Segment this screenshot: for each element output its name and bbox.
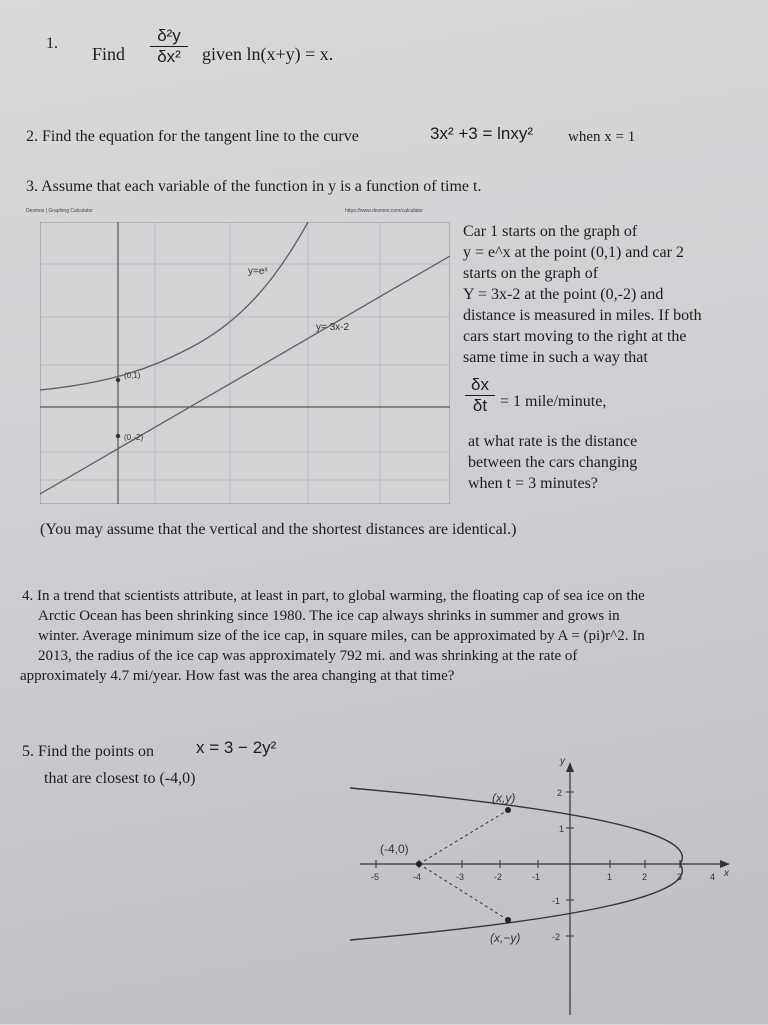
desmos-graph-svg xyxy=(40,222,450,504)
q5-x-tick-label: -5 xyxy=(371,872,380,882)
q4-line: winter. Average minimum size of the ice cap, in square miles, can be approximated by A = (pi)r^2. In xyxy=(38,628,645,644)
q5-x-tick-label: -4 xyxy=(413,872,422,882)
q3-car-line: distance is measured in miles. If both xyxy=(463,307,702,324)
graph-header-left: Desmos | Graphing Calculator xyxy=(26,208,93,214)
q5-axis-x-label: x xyxy=(724,868,729,879)
q5-lower-dot xyxy=(505,917,511,923)
q1-frac-bottom: δx² xyxy=(157,47,181,66)
q5-text: 5. Find the points on xyxy=(22,743,155,760)
q5-ref-dot xyxy=(416,861,422,867)
q3-car-line: Car 1 starts on the graph of xyxy=(463,223,638,240)
q1-given: given ln(x+y) = x. xyxy=(202,44,334,64)
q5-equation: x = 3 − 2y² xyxy=(196,738,277,757)
q1-fraction xyxy=(150,26,188,67)
point-b-dot xyxy=(116,434,120,438)
q5-point-upper: (x,y) xyxy=(492,791,516,805)
q3-car-line: starts on the graph of xyxy=(463,265,599,282)
q5-x-tick-label: 4 xyxy=(710,872,716,882)
q5-y-tick-label: -1 xyxy=(552,896,561,906)
q5-text2: that are closest to (-4,0) xyxy=(44,770,196,787)
q5-upper-dot xyxy=(505,807,511,813)
q3-rate-top: δx xyxy=(471,375,489,394)
label-line: y= 3x-2 xyxy=(316,322,350,333)
q5-graph-svg xyxy=(340,750,750,1020)
q3-text: 3. Assume that each variable of the function in y is a function of time t. xyxy=(26,178,482,195)
q3-car-text xyxy=(463,221,763,368)
q3-car-line: cars start moving to the right at the xyxy=(463,328,687,345)
q3-rate-fraction xyxy=(465,375,495,416)
q2-equation: 3x² +3 = lnxy² xyxy=(430,124,533,143)
q4-line: 2013, the radius of the ice cap was approximately 792 mi. and was shrinking at the rate of xyxy=(38,648,578,664)
q5-x-tick-label: -2 xyxy=(494,872,503,882)
q5-axis-y-label: y xyxy=(560,756,565,767)
q5-x-tick-label: -3 xyxy=(456,872,465,882)
q5-y-arrow xyxy=(566,762,574,772)
q4-line: Arctic Ocean has been shrinking since 1980. The ice cap always shrinks in summer and grows in xyxy=(38,608,620,624)
q5-x-tick-label: 3 xyxy=(677,872,683,882)
q3-car-line: y = e^x at the point (0,1) and car 2 xyxy=(463,244,684,261)
q1-number: 1. xyxy=(46,35,58,52)
q3-rate-value: = 1 mile/minute, xyxy=(500,393,607,410)
q3-after-text xyxy=(468,431,748,494)
graph-header-right: https://www.desmos.com/calculator xyxy=(345,208,424,214)
q3-after-line: when t = 3 minutes? xyxy=(468,475,598,492)
q3-after-line: between the cars changing xyxy=(468,454,638,471)
q4-text xyxy=(20,586,760,686)
q5-y-tick-label: -2 xyxy=(552,932,561,942)
q2-when: when x = 1 xyxy=(568,129,636,145)
desmos-graph xyxy=(40,222,450,504)
q5-y-tick-label: 1 xyxy=(559,824,565,834)
point-a-label: (0,1) xyxy=(124,371,141,380)
q5-graph xyxy=(340,750,750,1020)
q5-x-arrow xyxy=(720,860,730,868)
q1-find: Find xyxy=(92,44,126,64)
label-exp: y=eˣ xyxy=(248,266,268,277)
q4-line: approximately 4.7 mi/year. How fast was the area changing at that time? xyxy=(20,668,455,684)
q4-line: 4. In a trend that scientists attribute, at least in part, to global warming, the floating cap of sea ice on the xyxy=(22,588,645,604)
q1-frac-top: δ²y xyxy=(157,26,181,45)
q3-car-line: same time in such a way that xyxy=(463,349,648,366)
q5-dash-upper xyxy=(419,810,508,864)
point-a-dot xyxy=(116,378,120,382)
q5-point-lower: (x,−y) xyxy=(490,931,521,945)
q3-car-line: Y = 3x-2 at the point (0,-2) and xyxy=(463,286,664,303)
point-b-label: (0,-2) xyxy=(124,433,144,442)
q5-x-tick-label: -1 xyxy=(532,872,541,882)
q3-rate-bottom: δt xyxy=(472,396,488,415)
q3-after-line: at what rate is the distance xyxy=(468,433,638,450)
q2-text: 2. Find the equation for the tangent line to the curve xyxy=(26,128,359,145)
q5-x-tick-label: 1 xyxy=(607,872,613,882)
q5-point-ref: (-4,0) xyxy=(380,842,409,856)
q5-x-tick-label: 2 xyxy=(642,872,648,882)
q3-note: (You may assume that the vertical and the shortest distances are identical.) xyxy=(40,521,517,538)
q5-y-tick-label: 2 xyxy=(557,788,563,798)
